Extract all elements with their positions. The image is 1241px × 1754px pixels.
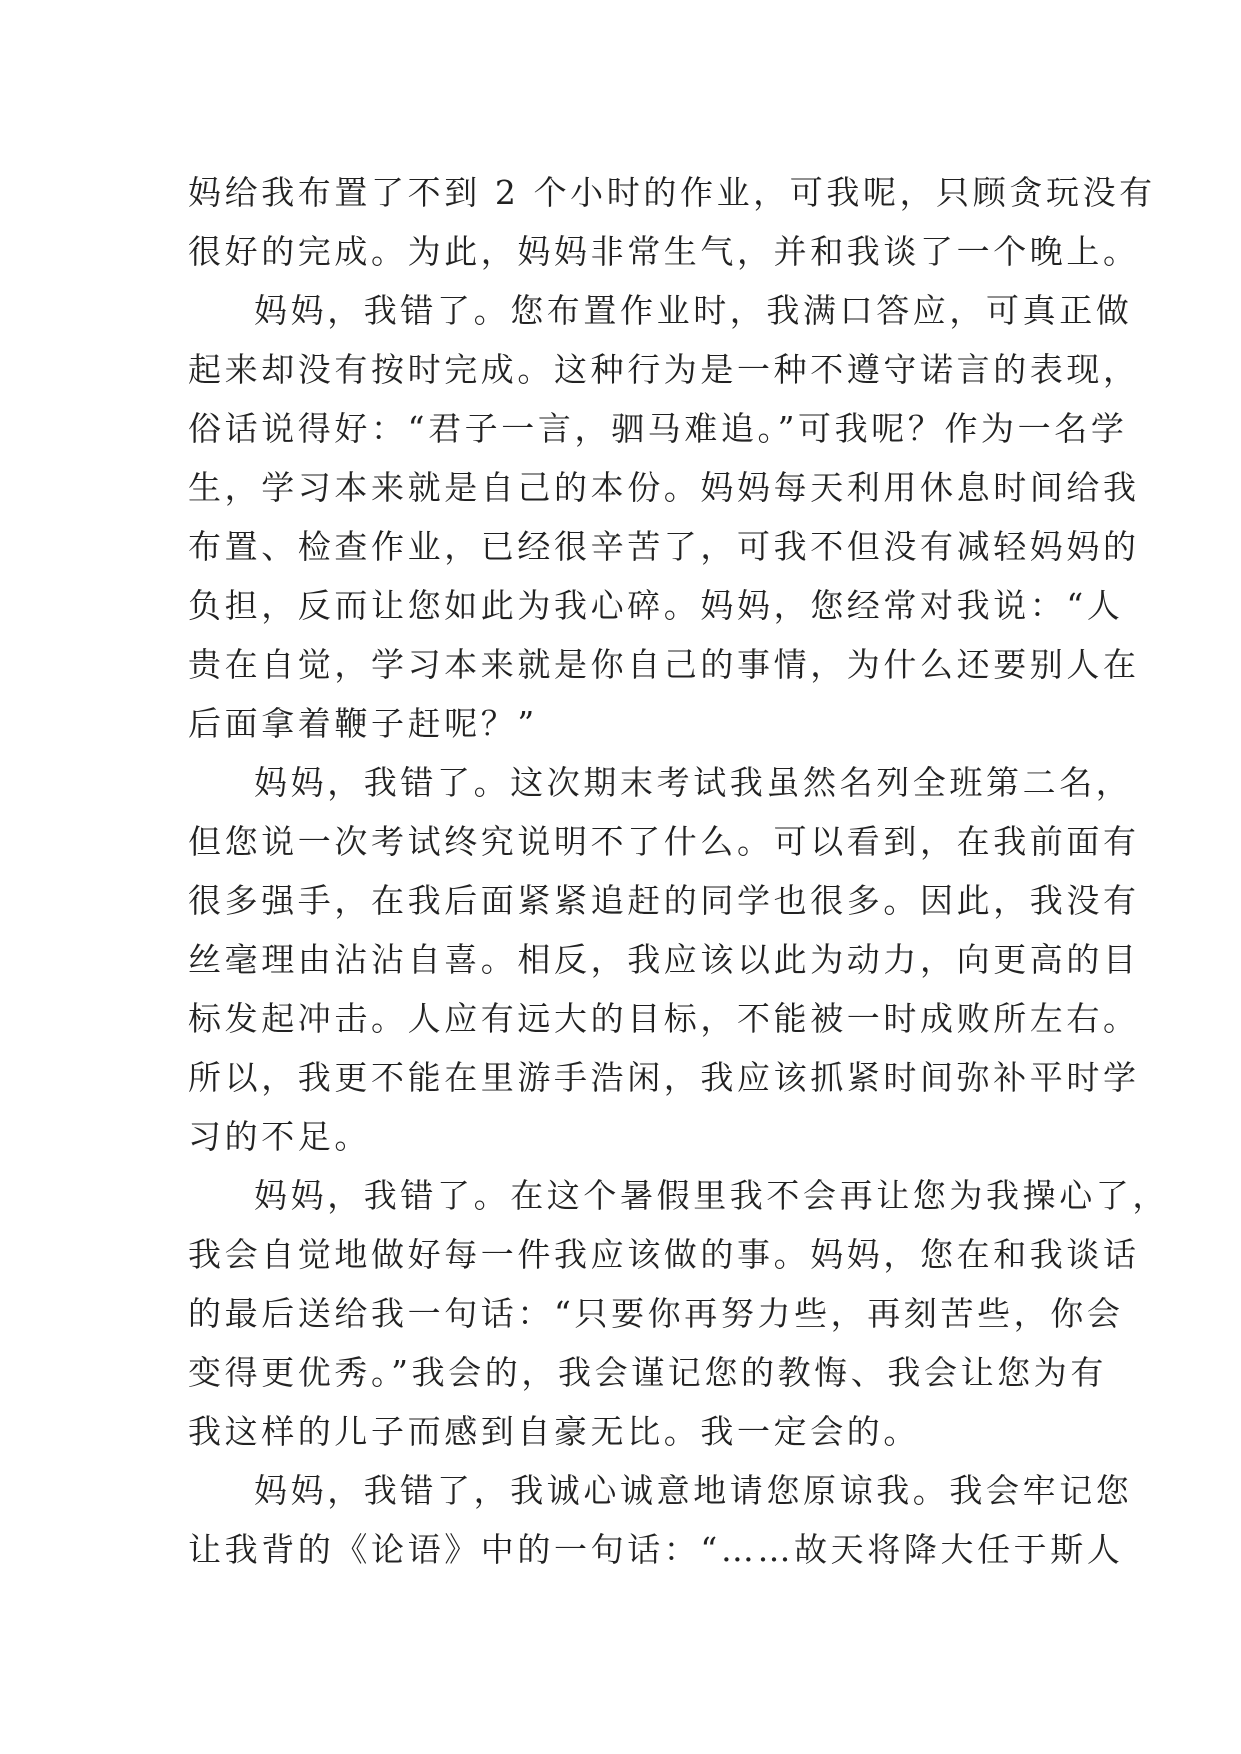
text-line: 妈给我布置了不到 2 个小时的作业，可我呢，只顾贪玩没有 [188, 173, 1156, 212]
text-line: 妈妈，我错了。这次期末考试我虽然名列全班第二名， [254, 763, 1133, 802]
text-line: 俗话说得好：“君子一言，驷马难追。”可我呢？作为一名学 [188, 409, 1128, 448]
text-line: 布置、检查作业，已经很辛苦了，可我不但没有减轻妈妈的 [188, 527, 1140, 566]
text-line: 负担，反而让您如此为我心碎。妈妈，您经常对我说：“人 [188, 586, 1124, 625]
text-line: 变得更优秀。”我会的，我会谨记您的教悔、我会让您为有 [188, 1353, 1107, 1392]
text-line: 丝毫理由沾沾自喜。相反，我应该以此为动力，向更高的目 [188, 940, 1140, 979]
text-line: 的最后送给我一句话：“只要你再努力些，再刻苦些，你会 [188, 1294, 1124, 1333]
text-line: 习的不足。 [188, 1117, 371, 1156]
text-line: 让我背的《论语》中的一句话：“……故天将降大任于斯人 [188, 1530, 1124, 1569]
text-line: 所以，我更不能在里游手浩闲，我应该抓紧时间弥补平时学 [188, 1058, 1140, 1097]
text-line: 后面拿着鞭子赶呢？” [188, 704, 538, 743]
text-line: 但您说一次考试终究说明不了什么。可以看到，在我前面有 [188, 822, 1140, 861]
text-line: 妈妈，我错了，我诚心诚意地请您原谅我。我会牢记您 [254, 1471, 1133, 1510]
text-line: 妈妈，我错了。在这个暑假里我不会再让您为我操心了， [254, 1176, 1169, 1215]
text-line: 很多强手，在我后面紧紧追赶的同学也很多。因此，我没有 [188, 881, 1140, 920]
letter-body [188, 163, 1169, 1579]
text-line: 我这样的儿子而感到自豪无比。我一定会的。 [188, 1412, 920, 1451]
text-line: 妈妈，我错了。您布置作业时，我满口答应，可真正做 [254, 291, 1133, 330]
text-line: 很好的完成。为此，妈妈非常生气，并和我谈了一个晚上。 [188, 232, 1140, 271]
text-line: 贵在自觉，学习本来就是你自己的事情，为什么还要别人在 [188, 645, 1140, 684]
text-line: 起来却没有按时完成。这种行为是一种不遵守诺言的表现， [188, 350, 1140, 389]
text-line: 标发起冲击。人应有远大的目标，不能被一时成败所左右。 [188, 999, 1140, 1038]
text-line: 我会自觉地做好每一件我应该做的事。妈妈，您在和我谈话 [188, 1235, 1140, 1274]
text-line: 生，学习本来就是自己的本份。妈妈每天利用休息时间给我 [188, 468, 1140, 507]
